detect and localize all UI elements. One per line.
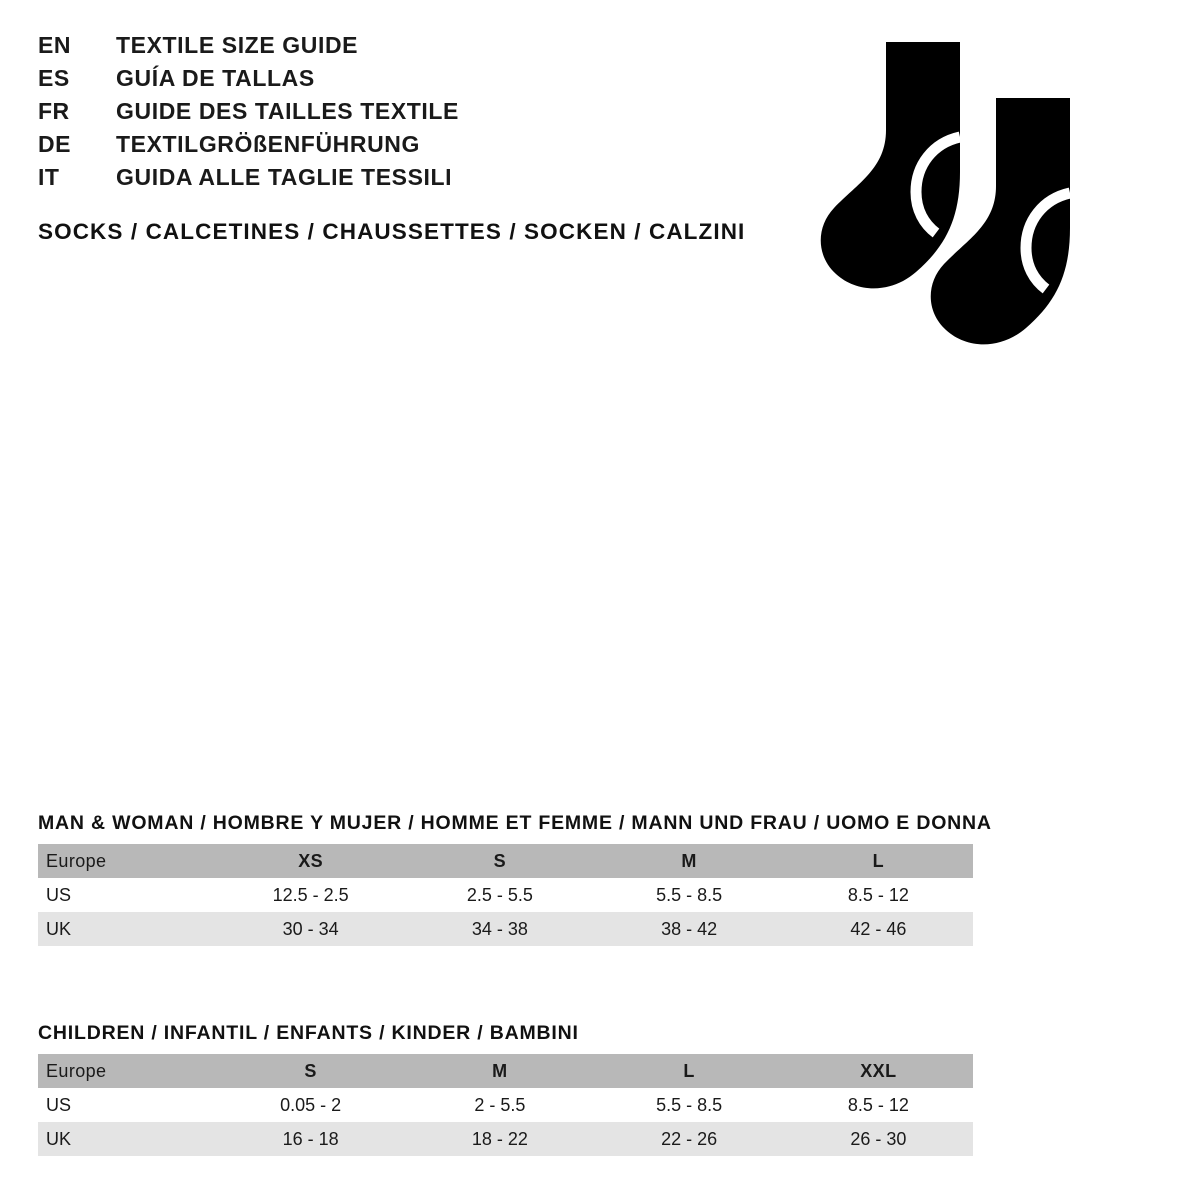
cell-value: L (595, 1054, 784, 1088)
children-section (38, 1022, 973, 1156)
cell-value: 2 - 5.5 (405, 1088, 594, 1122)
row-label: Europe (38, 844, 216, 878)
table-row (38, 1122, 973, 1156)
table-row (38, 878, 973, 912)
row-label: US (38, 878, 216, 912)
man-woman-size-table (38, 844, 973, 946)
cell-value: 2.5 - 5.5 (405, 878, 594, 912)
cell-value: 18 - 22 (405, 1122, 594, 1156)
man-woman-title: MAN & WOMAN / HOMBRE Y MUJER / HOMME ET FEMME / MANN UND FRAU / UOMO E DONNA (38, 812, 992, 834)
language-code: EN (38, 32, 71, 58)
language-row-de (38, 131, 798, 164)
language-code: DE (38, 131, 71, 157)
row-label: UK (38, 1122, 216, 1156)
cell-value: XXL (784, 1054, 973, 1088)
cell-value: 26 - 30 (784, 1122, 973, 1156)
language-row-es (38, 65, 798, 98)
size-guide-header (38, 32, 798, 245)
row-label: UK (38, 912, 216, 946)
cell-value: 34 - 38 (405, 912, 594, 946)
language-code: FR (38, 98, 70, 124)
product-category-title: SOCKS / CALCETINES / CHAUSSETTES / SOCKEN / CALZINI (38, 219, 746, 244)
language-code: ES (38, 65, 70, 91)
cell-value: 0.05 - 2 (216, 1088, 405, 1122)
language-row-it (38, 164, 798, 197)
cell-value: 5.5 - 8.5 (595, 1088, 784, 1122)
table-row (38, 844, 973, 878)
socks-illustration (800, 22, 1140, 362)
cell-value: M (595, 844, 784, 878)
cell-value: 38 - 42 (595, 912, 784, 946)
row-label: Europe (38, 1054, 216, 1088)
cell-value: 5.5 - 8.5 (595, 878, 784, 912)
cell-value: 22 - 26 (595, 1122, 784, 1156)
cell-value: S (405, 844, 594, 878)
cell-value: L (784, 844, 973, 878)
cell-value: 16 - 18 (216, 1122, 405, 1156)
table-row (38, 1054, 973, 1088)
language-title: GUIDE DES TAILLES TEXTILE (116, 98, 459, 124)
cell-value: M (405, 1054, 594, 1088)
language-code: IT (38, 164, 60, 190)
cell-value: 30 - 34 (216, 912, 405, 946)
language-title: GUÍA DE TALLAS (116, 65, 315, 91)
language-title: GUIDA ALLE TAGLIE TESSILI (116, 164, 453, 190)
man-woman-section (38, 812, 992, 946)
children-size-table (38, 1054, 973, 1156)
cell-value: 12.5 - 2.5 (216, 878, 405, 912)
language-row-en (38, 32, 798, 65)
cell-value: 8.5 - 12 (784, 878, 973, 912)
cell-value: S (216, 1054, 405, 1088)
row-label: US (38, 1088, 216, 1122)
cell-value: XS (216, 844, 405, 878)
language-row-fr (38, 98, 798, 131)
language-title: TEXTILE SIZE GUIDE (116, 32, 359, 58)
children-title: CHILDREN / INFANTIL / ENFANTS / KINDER / BAMBINI (38, 1022, 579, 1044)
cell-value: 42 - 46 (784, 912, 973, 946)
table-row (38, 1088, 973, 1122)
language-title: TEXTILGRÖßENFÜHRUNG (116, 131, 420, 157)
cell-value: 8.5 - 12 (784, 1088, 973, 1122)
table-row (38, 912, 973, 946)
socks-icon (800, 22, 1140, 362)
